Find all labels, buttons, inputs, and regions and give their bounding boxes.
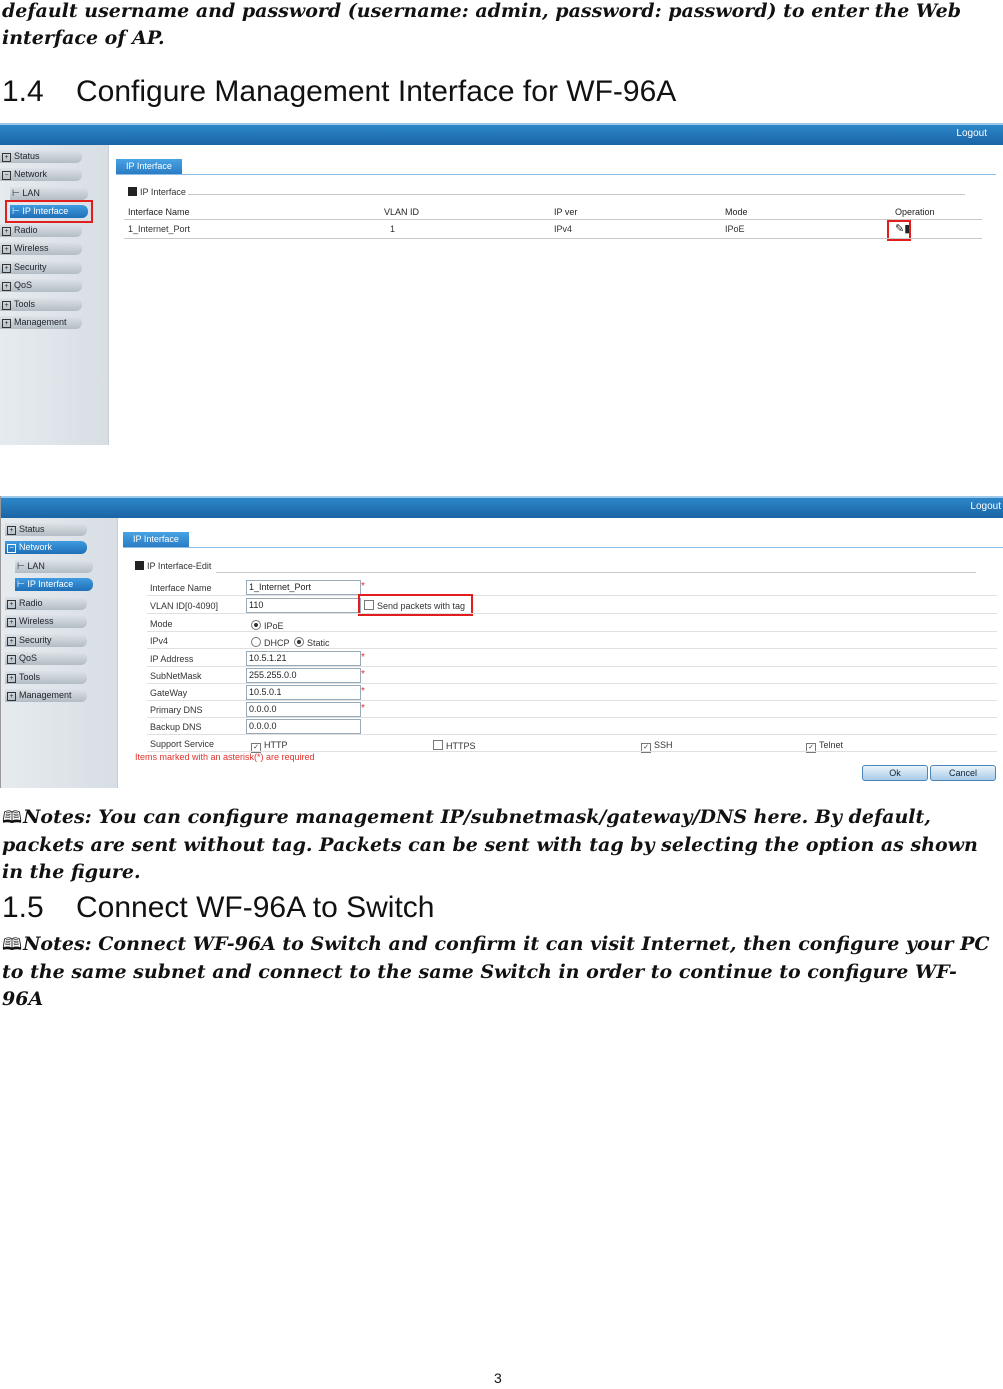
section-number: 1.4 — [2, 75, 44, 108]
ipv4-static-radio[interactable] — [294, 637, 304, 647]
expand-icon: + — [7, 692, 16, 701]
section-title: Configure Management Interface for WF-96A — [76, 75, 677, 108]
expand-icon: + — [2, 153, 11, 162]
screenshot-ip-interface-edit — [0, 496, 1003, 788]
mode-ipoe-radio[interactable] — [251, 620, 261, 630]
label-gateway: GateWay — [150, 688, 188, 698]
col-interface-name: Interface Name — [128, 207, 190, 217]
tab-underline — [116, 174, 996, 175]
divider — [216, 572, 976, 573]
menu-security[interactable]: + Security — [0, 261, 82, 274]
expand-icon: + — [2, 245, 11, 254]
cell-vlan-id: 1 — [390, 224, 396, 234]
menu-tools[interactable]: + Tools — [5, 671, 87, 684]
note-paragraph-1: 🕮Notes: You can configure management IP/subnetmask/gateway/DNS here. By default, packets are sent without tag. Packets can be sent with tag by selecting the option as shown in the figure. — [2, 806, 978, 883]
divider — [147, 734, 997, 735]
section-number: 1.5 — [2, 891, 44, 924]
expand-icon: + — [2, 264, 11, 273]
tree-branch-icon: ⊢ — [12, 188, 23, 198]
divider — [147, 666, 997, 667]
menu-status[interactable]: + Status — [0, 150, 82, 163]
section-title: IP Interface — [128, 187, 186, 197]
mode-ipoe-option[interactable]: IPoE — [251, 620, 284, 631]
vlan-id-input[interactable]: 110 — [246, 598, 361, 613]
menu-qos[interactable]: + QoS — [5, 652, 87, 665]
divider — [147, 700, 997, 701]
service-ssh-checkbox[interactable]: ✓ — [641, 743, 651, 753]
ip-address-input[interactable]: 10.5.1.21 — [246, 651, 361, 666]
required-asterisk: * — [361, 652, 365, 663]
label-support-service: Support Service — [150, 739, 215, 749]
service-https-checkbox[interactable] — [433, 740, 443, 750]
divider — [147, 613, 997, 614]
divider — [124, 238, 982, 239]
label-ip-address: IP Address — [150, 654, 194, 664]
label-backup-dns: Backup DNS — [150, 722, 202, 732]
menu-wireless[interactable]: + Wireless — [5, 615, 87, 628]
section-heading-1-4 — [2, 75, 676, 109]
expand-icon: + — [7, 674, 16, 683]
label-subnet-mask: SubNetMask — [150, 671, 202, 681]
divider — [147, 683, 997, 684]
section-title: Connect WF-96A to Switch — [76, 891, 435, 924]
col-vlan-id: VLAN ID — [384, 207, 420, 217]
divider — [124, 219, 982, 220]
cell-interface-name: 1_Internet_Port — [128, 224, 191, 234]
interface-name-input[interactable]: 1_Internet_Port — [246, 580, 361, 595]
section-title: IP Interface-Edit — [135, 561, 211, 571]
subnet-mask-input[interactable]: 255.255.0.0 — [246, 668, 361, 683]
menu-radio[interactable]: + Radio — [5, 597, 87, 610]
service-https-option[interactable]: HTTPS — [433, 740, 476, 751]
expand-icon: + — [7, 637, 16, 646]
section-heading-1-5 — [2, 891, 434, 925]
menu-lan[interactable]: ⊢ LAN — [10, 187, 88, 200]
divider — [147, 648, 997, 649]
menu-status[interactable]: + Status — [5, 523, 87, 536]
menu-lan[interactable]: ⊢ LAN — [15, 560, 93, 573]
menu-qos[interactable]: + QoS — [0, 279, 82, 292]
expand-icon: + — [2, 319, 11, 328]
menu-network[interactable]: − Network — [5, 541, 87, 554]
expand-icon: + — [2, 301, 11, 310]
service-http-option[interactable]: ✓ HTTP — [251, 740, 288, 753]
tree-branch-icon: ⊢ — [12, 206, 23, 216]
highlight-box — [5, 200, 93, 223]
delete-icon[interactable]: ▮ — [904, 223, 911, 235]
screenshot-ip-interface-list — [0, 123, 1003, 445]
top-bar — [0, 123, 1003, 145]
label-primary-dns: Primary DNS — [150, 705, 203, 715]
book-icon: 🕮 — [2, 808, 23, 828]
tree-branch-icon: ⊢ — [17, 561, 28, 571]
menu-ip-interface[interactable]: ⊢ IP Interface — [15, 578, 93, 591]
collapse-icon: − — [7, 544, 16, 553]
service-telnet-checkbox[interactable]: ✓ — [806, 743, 816, 753]
required-asterisk: * — [361, 703, 365, 714]
edit-icon[interactable]: ✎ — [895, 223, 905, 235]
menu-ip-interface[interactable]: ⊢ IP Interface — [10, 205, 88, 218]
collapse-icon: − — [2, 171, 11, 180]
label-vlan-id: VLAN ID[0-4090] — [150, 601, 219, 611]
divider — [147, 717, 997, 718]
expand-icon: + — [7, 600, 16, 609]
backup-dns-input[interactable]: 0.0.0.0 — [246, 719, 361, 734]
expand-icon: + — [2, 227, 11, 236]
page-number: 3 — [494, 1370, 502, 1386]
ipv4-dhcp-option[interactable]: DHCP — [251, 637, 290, 648]
col-ip-ver: IP ver — [554, 207, 578, 217]
logout-link[interactable]: Logout — [970, 501, 1001, 512]
cell-ip-ver: IPv4 — [554, 224, 573, 234]
menu-network[interactable]: − Network — [0, 168, 82, 181]
gateway-input[interactable]: 10.5.0.1 — [246, 685, 361, 700]
send-tag-option[interactable]: Send packets with tag — [364, 600, 465, 611]
required-asterisk: * — [361, 669, 365, 680]
section-marker-icon — [135, 561, 144, 570]
divider — [188, 194, 965, 195]
service-telnet-option[interactable]: ✓ Telnet — [806, 740, 843, 753]
ipv4-dhcp-radio[interactable] — [251, 637, 261, 647]
expand-icon: + — [7, 526, 16, 535]
menu-tools[interactable]: + Tools — [0, 298, 82, 311]
section-marker-icon — [128, 187, 137, 196]
note-paragraph-2: 🕮Notes: Connect WF-96A to Switch and confirm it can visit Internet, then configure your PC to the same subnet and connect to the same Switch in order to continue to configure WF-96A — [2, 933, 990, 1010]
service-ssh-option[interactable]: ✓ SSH — [641, 740, 673, 753]
service-http-checkbox[interactable]: ✓ — [251, 743, 261, 753]
tab-ip-interface[interactable]: IP Interface — [123, 532, 189, 547]
ipv4-static-option[interactable]: Static — [294, 637, 330, 648]
required-asterisk: * — [361, 581, 365, 592]
col-mode: Mode — [725, 207, 748, 217]
ok-button[interactable]: Ok — [862, 765, 928, 781]
tab-underline — [123, 547, 1003, 548]
cell-mode: IPoE — [725, 224, 745, 234]
divider — [147, 595, 997, 596]
tab-ip-interface[interactable]: IP Interface — [116, 159, 182, 174]
menu-management[interactable]: + Management — [0, 316, 82, 329]
primary-dns-input[interactable]: 0.0.0.0 — [246, 702, 361, 717]
label-interface-name: Interface Name — [150, 583, 212, 593]
top-bar — [1, 496, 1003, 518]
divider — [147, 631, 997, 632]
menu-radio[interactable]: + Radio — [0, 224, 82, 237]
cancel-button[interactable]: Cancel — [930, 765, 996, 781]
expand-icon: + — [7, 618, 16, 627]
required-asterisk: * — [361, 686, 365, 697]
label-mode: Mode — [150, 619, 173, 629]
label-ipv4: IPv4 — [150, 636, 169, 646]
col-operation: Operation — [895, 207, 935, 217]
logout-link[interactable]: Logout — [956, 128, 987, 139]
menu-wireless[interactable]: + Wireless — [0, 242, 82, 255]
expand-icon: + — [7, 655, 16, 664]
menu-management[interactable]: + Management — [5, 689, 87, 702]
book-icon: 🕮 — [2, 935, 23, 955]
expand-icon: + — [2, 282, 11, 291]
required-note: Items marked with an asterisk(*) are required — [135, 752, 315, 762]
tree-branch-icon: ⊢ — [17, 579, 28, 589]
menu-security[interactable]: + Security — [5, 634, 87, 647]
intro-paragraph: default username and password (username: admin, password: password) to enter the Web interface of AP. — [2, 0, 962, 49]
